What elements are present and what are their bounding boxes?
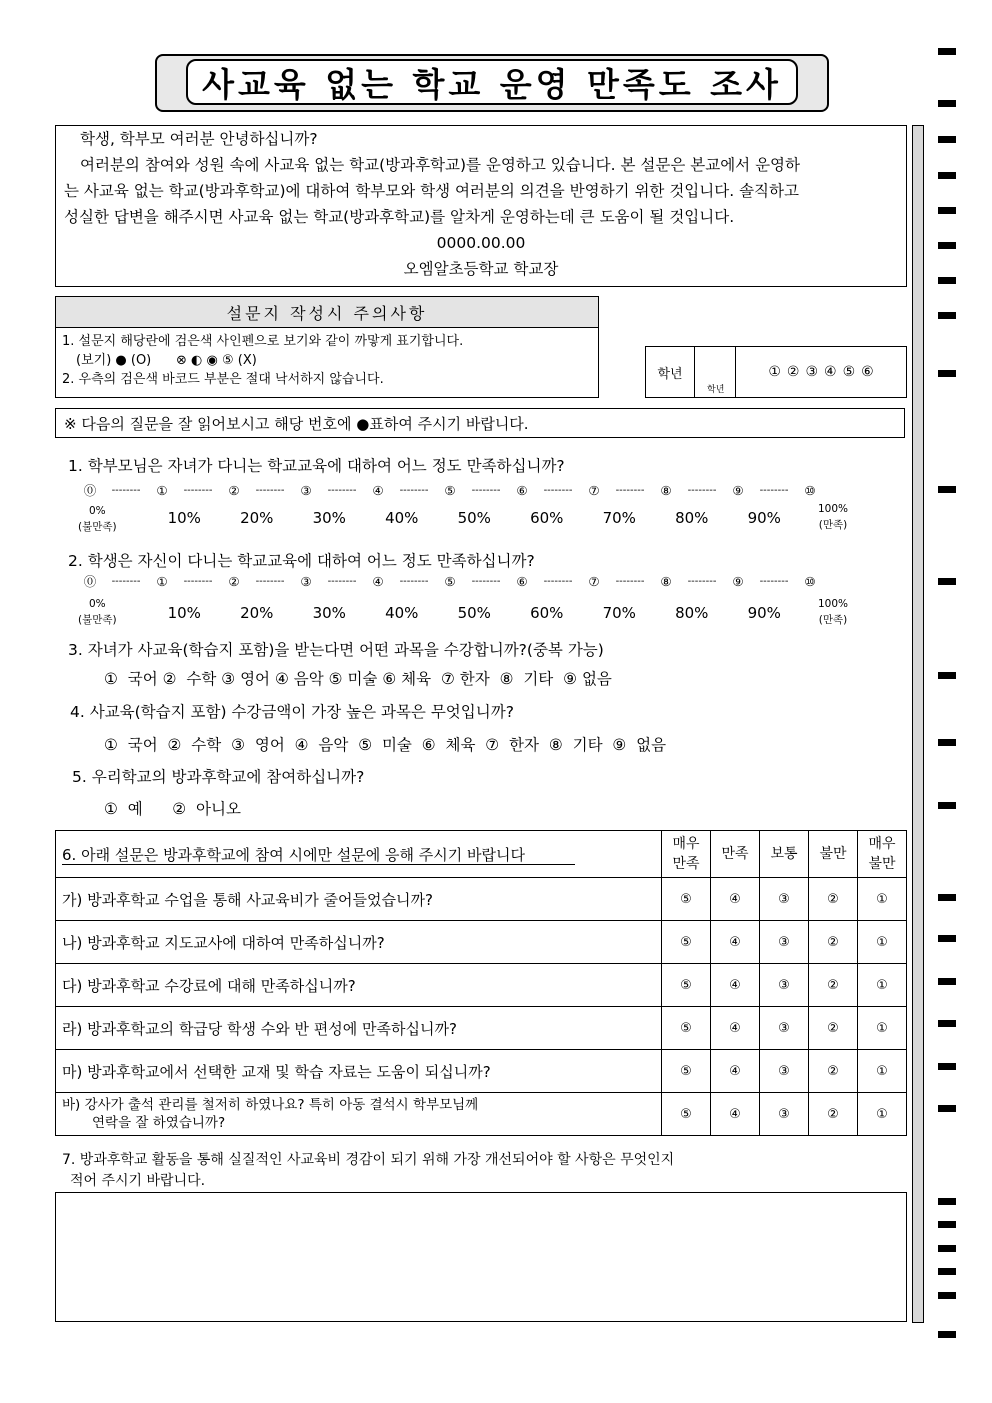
scale-dash: -------- (543, 484, 573, 496)
instruction-notice: ※ 다음의 질문을 잘 읽어보시고 해당 번호에 ●표하여 주시기 바랍니다. (55, 408, 905, 438)
q6-row-6-mark-4[interactable]: ④ (711, 1093, 760, 1136)
scale-dash: -------- (327, 575, 357, 587)
timing-mark (938, 207, 956, 214)
scale-dash: -------- (327, 484, 357, 496)
timing-mark (938, 1198, 956, 1205)
intro-line-2: 는 사교육 없는 학교(방과후학교)에 대하여 학부모와 학생 여러분의 의견을 반영하기 위한 것입니다. 솔직하고 (64, 182, 799, 200)
q2-zero-label: (불만족) (78, 614, 117, 626)
col-dissatisfied: 불만 (809, 831, 858, 878)
question-5-options[interactable]: ① 예 ② 아니오 (104, 800, 241, 818)
q1-scale-point-2[interactable]: ② (228, 482, 240, 498)
q6-row-1-mark-3[interactable]: ③ (760, 878, 809, 921)
scale-dash: -------- (255, 575, 285, 587)
q6-row-6-mark-1[interactable]: ① (858, 1093, 907, 1136)
timing-mark (938, 277, 956, 284)
timing-mark (938, 1105, 956, 1112)
table-row (56, 964, 907, 1007)
timing-mark (938, 1331, 956, 1338)
q1-percent-4: 40% (385, 509, 419, 527)
q2-zero (78, 596, 117, 628)
scale-dash: -------- (759, 575, 789, 587)
q1-percent-9: 90% (747, 509, 781, 527)
q1-zero-pct: 0% (88, 505, 106, 517)
caution-example: (보기) ● (O) ⊗ ◐ ◉ ⑤ (X) (76, 353, 257, 368)
q6-row-1-mark-4[interactable]: ④ (711, 878, 760, 921)
question-2: 2. 학생은 자신이 다니는 학교교육에 대하여 어느 정도 만족하십니까? (68, 552, 535, 570)
q1-scale-point-1[interactable]: ① (156, 482, 168, 498)
q6-row-3-mark-5[interactable]: ⑤ (662, 964, 711, 1007)
q1-scale-point-10[interactable]: ⑩ (804, 482, 816, 498)
q2-percent-2: 20% (240, 604, 274, 622)
q6-row-label: 가) 방과후학교 수업을 통해 사교육비가 줄어들었습니까? (56, 878, 662, 921)
q1-percent-6: 60% (530, 509, 564, 527)
timing-mark (938, 894, 956, 901)
table-row (56, 1007, 907, 1050)
q1-percent-7: 70% (602, 509, 636, 527)
intro-signature: 오엠알초등학교 학교장 (403, 260, 559, 278)
timing-mark (938, 1063, 956, 1070)
q1-hundred-pct: 100% (818, 503, 849, 515)
q1-scale-point-7[interactable]: ⑦ (588, 482, 600, 498)
timing-mark (938, 1245, 956, 1252)
scale-dash: -------- (111, 484, 141, 496)
q2-scale-point-6[interactable]: ⑥ (516, 573, 528, 589)
question-7-line-1: 7. 방과후학교 활동을 통해 실질적인 사교육비 경감이 되기 위해 가장 개선되어야 할 사항은 무엇인지 (62, 1152, 675, 1168)
scale-dash: -------- (471, 575, 501, 587)
q6-row-label: 마) 방과후학교에서 선택한 교재 및 학습 자료는 도움이 되십니까? (56, 1050, 662, 1093)
timing-mark (938, 1268, 956, 1275)
q6-row-1-mark-1[interactable]: ① (858, 878, 907, 921)
q2-zero-pct: 0% (88, 598, 106, 610)
q6-row-4-mark-1[interactable]: ① (858, 1007, 907, 1050)
q6-row-6-line-1: 바) 강사가 출석 관리를 철저히 하였나요? 특히 아동 결석시 학부모님께 (62, 1097, 479, 1113)
q1-scale-point-9[interactable]: ⑨ (732, 482, 744, 498)
scale-dash: -------- (615, 575, 645, 587)
intro-greeting: 학생, 학부모 여러분 안녕하십니까? (80, 130, 318, 148)
question-3-options[interactable]: ① 국어 ② 수학 ③ 영어 ④ 음악 ⑤ 미술 ⑥ 체육 ⑦ 한자 ⑧ 기타 ⑨ 없음 (104, 670, 612, 688)
scale-dash: -------- (615, 484, 645, 496)
question-7-line-2: 적어 주시기 바랍니다. (70, 1173, 206, 1189)
timing-mark (938, 1221, 956, 1228)
question-4: 4. 사교육(학습지 포함) 수강금액이 가장 높은 과목은 무엇입니까? (70, 703, 514, 721)
caution-item-1: 1. 설문지 해당란에 검은색 사인펜으로 보기와 같이 까맣게 표기합니다. (62, 334, 464, 349)
table-row (56, 1050, 907, 1093)
timing-mark (938, 136, 956, 143)
q6-row-1-mark-5[interactable]: ⑤ (662, 878, 711, 921)
scale-dash: -------- (399, 484, 429, 496)
q2-percent-row (148, 604, 801, 622)
q2-percent-8: 80% (675, 604, 709, 622)
scale-dash: -------- (183, 484, 213, 496)
q2-scale-point-1[interactable]: ① (156, 573, 168, 589)
q6-row-6-mark-5[interactable]: ⑤ (662, 1093, 711, 1136)
q6-row-2-mark-5[interactable]: ⑤ (662, 921, 711, 964)
timing-mark (938, 486, 956, 493)
q1-scale (76, 481, 824, 499)
timing-mark (938, 672, 956, 679)
q1-percent-3: 30% (312, 509, 346, 527)
q2-scale-point-5[interactable]: ⑤ (444, 573, 456, 589)
q2-percent-7: 70% (602, 604, 636, 622)
q2-percent-9: 90% (747, 604, 781, 622)
timing-mark (938, 100, 956, 107)
col-neutral: 보통 (760, 831, 809, 878)
question-1: 1. 학부모님은 자녀가 다니는 학교교육에 대하여 어느 정도 만족하십니까? (68, 457, 565, 475)
q6-row-5-mark-4[interactable]: ④ (711, 1050, 760, 1093)
q1-zero-label: (불만족) (78, 521, 117, 533)
q6-row-5-mark-3[interactable]: ③ (760, 1050, 809, 1093)
timing-mark (938, 312, 956, 319)
q6-row-3-mark-1[interactable]: ① (858, 964, 907, 1007)
page-title: 사교육 없는 학교 운영 만족도 조사 (186, 59, 798, 105)
intro-date: 0000.00.00 (436, 234, 526, 252)
caution-item-2: 2. 우측의 검은색 바코드 부분은 절대 낙서하지 않습니다. (62, 372, 384, 387)
q6-row-3-mark-3[interactable]: ③ (760, 964, 809, 1007)
q2-percent-1: 10% (167, 604, 201, 622)
q2-scale-point-0[interactable]: ⓪ (83, 574, 97, 589)
scale-dash: -------- (759, 484, 789, 496)
grade-option-4[interactable]: ④ (824, 364, 837, 380)
caution-heading: 설문지 작성시 주의사항 (56, 297, 598, 328)
q1-scale-point-5[interactable]: ⑤ (444, 482, 456, 498)
q6-row-4-mark-5[interactable]: ⑤ (662, 1007, 711, 1050)
q6-row-label: 라) 방과후학교의 학급당 학생 수와 반 편성에 만족하십니까? (56, 1007, 662, 1050)
q6-row-2-mark-2[interactable]: ② (809, 921, 858, 964)
scale-dash: -------- (687, 484, 717, 496)
q6-row-6-mark-3[interactable]: ③ (760, 1093, 809, 1136)
timing-mark (938, 1020, 956, 1027)
q6-row-2-mark-4[interactable]: ④ (711, 921, 760, 964)
q1-percent-row (148, 509, 801, 527)
q1-hundred-label: (만족) (818, 519, 848, 531)
intro-line-1: 여러분의 참여와 성원 속에 사교육 없는 학교(방과후학교)를 운영하고 있습니다. 본 설문은 본교에서 운영하 (80, 156, 800, 174)
scale-dash: -------- (111, 575, 141, 587)
q6-row-6-line-2: 연락을 잘 하였습니까? (92, 1115, 226, 1131)
timing-mark (938, 578, 956, 585)
scale-dash: -------- (255, 484, 285, 496)
q6-row-label (56, 1093, 662, 1136)
caution-box (55, 296, 599, 398)
scale-dash: -------- (471, 484, 501, 496)
q1-scale-point-3[interactable]: ③ (300, 482, 312, 498)
q1-percent-1: 10% (167, 509, 201, 527)
q6-row-5-mark-1[interactable]: ① (858, 1050, 907, 1093)
timing-mark (938, 978, 956, 985)
timing-mark (938, 935, 956, 942)
q2-scale-point-10[interactable]: ⑩ (804, 573, 816, 589)
timing-mark (938, 370, 956, 377)
q2-scale-point-4[interactable]: ④ (372, 573, 384, 589)
side-bar (912, 125, 924, 1323)
q1-percent-8: 80% (675, 509, 709, 527)
q6-row-2-mark-3[interactable]: ③ (760, 921, 809, 964)
q6-row-5-mark-5[interactable]: ⑤ (662, 1050, 711, 1093)
q6-row-4-mark-4[interactable]: ④ (711, 1007, 760, 1050)
grade-small-label: 학년 (707, 385, 725, 395)
q2-scale-point-2[interactable]: ② (228, 573, 240, 589)
timing-mark (938, 802, 956, 809)
q6-table (55, 830, 907, 1136)
question-7 (62, 1150, 674, 1192)
q6-row-2-mark-1[interactable]: ① (858, 921, 907, 964)
question-5: 5. 우리학교의 방과후학교에 참여하십니까? (72, 768, 365, 786)
scale-dash: -------- (183, 575, 213, 587)
scale-dash: -------- (399, 575, 429, 587)
grade-option-1[interactable]: ① (768, 364, 781, 380)
q2-scale-point-7[interactable]: ⑦ (588, 573, 600, 589)
timing-mark (938, 739, 956, 746)
q2-scale-point-9[interactable]: ⑨ (732, 573, 744, 589)
intro-box (55, 125, 907, 287)
q1-hundred (818, 501, 848, 533)
col-satisfied: 만족 (711, 831, 760, 878)
q6-row-5-mark-2[interactable]: ② (809, 1050, 858, 1093)
q2-percent-6: 60% (530, 604, 564, 622)
q6-row-1-mark-2[interactable]: ② (809, 878, 858, 921)
q2-hundred-pct: 100% (818, 598, 849, 610)
q2-hundred-label: (만족) (818, 614, 848, 626)
q2-percent-3: 30% (312, 604, 346, 622)
question-4-options[interactable]: ① 국어 ② 수학 ③ 영어 ④ 음악 ⑤ 미술 ⑥ 체육 ⑦ 한자 ⑧ 기타 ⑨ 없음 (104, 736, 667, 754)
grade-label: 학년 (646, 347, 695, 397)
timing-mark (938, 1292, 956, 1299)
table-row (56, 921, 907, 964)
question-3: 3. 자녀가 사교육(학습지 포함)을 받는다면 어떤 과목을 수강합니까?(중복 가능) (68, 641, 604, 659)
q6-row-6-mark-2[interactable]: ② (809, 1093, 858, 1136)
intro-line-3: 성실한 답변을 해주시면 사교육 없는 학교(방과후학교)를 알차게 운영하는데 큰 도움이 될 것입니다. (64, 208, 735, 226)
grade-option-2[interactable]: ② (786, 364, 800, 380)
q1-scale-point-0[interactable]: ⓪ (83, 483, 97, 498)
grade-write-cell[interactable] (695, 347, 736, 397)
col-very-dissatisfied: 매우 불만 (858, 831, 907, 878)
timing-mark (938, 172, 956, 179)
q6-heading-text: 6. 아래 설문은 방과후학교에 참여 시에만 설문에 응해 주시기 바랍니다 (62, 846, 575, 865)
q6-row-label: 나) 방과후학교 지도교사에 대하여 만족하십니까? (56, 921, 662, 964)
q2-scale-point-3[interactable]: ③ (300, 573, 312, 589)
q6-row-3-mark-4[interactable]: ④ (711, 964, 760, 1007)
q2-scale (76, 572, 824, 590)
q2-percent-5: 50% (457, 604, 491, 622)
q1-percent-2: 20% (240, 509, 274, 527)
q1-zero (78, 503, 117, 535)
q6-heading (56, 831, 662, 878)
table-row (56, 878, 907, 921)
q6-header-row (56, 831, 907, 878)
q1-percent-5: 50% (457, 509, 491, 527)
scale-dash: -------- (543, 575, 573, 587)
table-row (56, 1093, 907, 1136)
scale-dash: -------- (687, 575, 717, 587)
col-very-satisfied: 매우 만족 (662, 831, 711, 878)
q1-scale-point-4[interactable]: ④ (372, 482, 384, 498)
timing-mark (938, 48, 956, 55)
grade-option-3[interactable]: ③ (805, 364, 818, 380)
q6-row-label: 다) 방과후학교 수강료에 대해 만족하십니까? (56, 964, 662, 1007)
q2-percent-4: 40% (385, 604, 419, 622)
q2-scale-point-8[interactable]: ⑧ (660, 573, 672, 589)
q6-row-4-mark-3[interactable]: ③ (760, 1007, 809, 1050)
answer-box[interactable] (55, 1192, 907, 1322)
grade-option-5[interactable]: ⑤ (842, 364, 856, 380)
q1-scale-point-6[interactable]: ⑥ (516, 482, 528, 498)
q2-hundred (818, 596, 848, 628)
q6-row-3-mark-2[interactable]: ② (809, 964, 858, 1007)
timing-mark (938, 242, 956, 249)
q1-scale-point-8[interactable]: ⑧ (660, 482, 672, 498)
q6-row-4-mark-2[interactable]: ② (809, 1007, 858, 1050)
grade-option-6[interactable]: ⑥ (861, 364, 874, 380)
grade-box (645, 346, 907, 398)
